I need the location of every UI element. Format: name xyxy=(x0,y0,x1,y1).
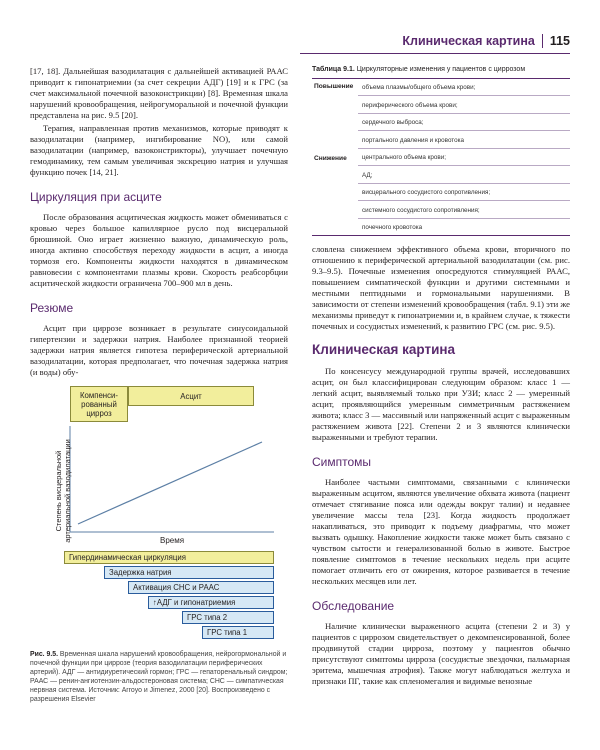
left-paragraph-4: Асцит при циррозе возникает в результате синусоидальной гипертензии и задержки натрия. Наиболее признанной теорией задержки натрия является гипотеза периферической артериальной вазодилатации, которая предполагает, что почечная задержка натрия (и воды) обу- xyxy=(30,323,288,377)
box-ascites: Асцит xyxy=(128,386,254,406)
section-heading-examination: Обследование xyxy=(312,599,395,613)
right-paragraph-2: По консенсусу международной группы врачей, исследовавших асцит, он был классифицирован следующим образом: класс 1 — легкий асцит, выявляемый только при УЗИ; класс 2 — умеренный асцит, проявляющийся умеренным симметричным растяжением живота; класс 3 — массивный или напряженный асцит с выраженным растяжением живота [22]. Степени 2 и 3 являются клинически выраженными и требуют терапии. xyxy=(312,366,570,442)
table-category-increase: Повышение xyxy=(314,83,354,90)
timeline-bar: Активация СНС и РААС xyxy=(128,581,274,594)
table-9-1 xyxy=(312,78,570,236)
figure-9-5 xyxy=(30,386,288,646)
figure-caption-label: Рис. 9.5. xyxy=(30,651,58,658)
figure-caption xyxy=(30,650,288,704)
timeline-bar: ↑АДГ и гипонатриемия xyxy=(148,596,274,609)
table-category-decrease: Снижение xyxy=(314,155,347,162)
x-axis-label: Время xyxy=(160,536,185,545)
section-heading-symptoms: Симптомы xyxy=(312,455,372,469)
header-rule xyxy=(300,53,570,54)
right-column xyxy=(312,66,570,687)
section-heading-resume: Резюме xyxy=(30,301,74,315)
left-column xyxy=(30,66,288,704)
table-row: центрального объема крови; xyxy=(358,149,570,166)
vasodilation-trend-line xyxy=(78,442,262,524)
box-compensated-cirrhosis: Компенси-рованный цирроз xyxy=(70,386,128,422)
chapter-title: Клиническая картина xyxy=(402,34,535,48)
running-header xyxy=(402,34,570,48)
timeline-bar: Гипердинамическая циркуляция xyxy=(64,551,274,564)
table-row: висцерального сосудистого сопротивления; xyxy=(358,184,570,201)
left-paragraph-2: Терапия, направленная против механизмов, которые приводят к вазодилатации (например, ингибирование NO), или самой вазодилатации (например, вазоконстрикторы), улучшает почечную гемодинамику, тем самым увеличивая экскрецию натрия и улучшая функцию почек [14, 21]. xyxy=(30,123,288,177)
table-title-text: Циркуляторные изменения у пациентов с циррозом xyxy=(356,66,526,73)
timeline-bar: ГРС типа 1 xyxy=(202,626,274,639)
table-title-label: Таблица 9.1. xyxy=(312,66,355,73)
page-number: 115 xyxy=(549,34,570,48)
table-row: почечного кровотока xyxy=(362,224,423,231)
timeline-bar: Задержка натрия xyxy=(104,566,274,579)
section-heading-circulation: Циркуляция при асците xyxy=(30,190,162,204)
right-paragraph-4: Наличие клинически выраженного асцита (степени 2 и 3) у пациентов с циррозом свидетельствует о декомпенсированной, более продвинутой стадии цирроза, поэтому у пациентов обычно присутствуют симптомы цирроза (сосудистые звездочки, пальмарная эритема, мышечная атрофия). Также могут наблюдаться желтуха и признаки ПГ, такие как спленомегалия и видимые венозные xyxy=(312,621,570,686)
header-separator xyxy=(542,34,543,48)
table-row: периферического объема крови; xyxy=(358,97,570,114)
figure-caption-text: Временная шкала нарушений кровообращения, нейрогормональной и почечной функции при циррозе (теория вазодилатации периферических артерий). АДГ — антидиуретический гормон; ГРС — гепаторенальный синдром; РААС — ренин-ангиотензин-альдостероновая система; СНС — симпатическая нервная система. Источник: Arroyo и Jimenez, 2000 [20]. Воспроизведено с разрешения Elsevier xyxy=(30,651,288,703)
right-paragraph-1: словлена снижением эффективного объема крови, вторичного по отношению к периферической артериальной вазодилатации (см. рис. 9.3–9.5). Почечные изменения опосредуются стимуляцией РААС, повышением симпатической функции и другими системными и местными пептидными и гормональными нарушениями. В зависимости от степени изменений кровообращения (табл. 9.1) эти же механизмы приведут к гипонатриемии и, в крайнем случае, к тяжести почечных и сосудистых изменений, к развитию ГРС (см. рис. 9.5). xyxy=(312,244,570,331)
table-row: портального давления и кровотока xyxy=(358,132,570,149)
section-heading-clinical: Клиническая картина xyxy=(312,342,456,357)
left-paragraph-1: [17, 18]. Дальнейшая вазодилатация с дальнейшей активацией РААС приводит к гипонатриемии (за счет секреции АДГ) [19] и к ГРС (за счет максимальной почечной вазоконстрикции) [8]. Временная шкала нарушений кровообращения, нейрогуморальной и почечной функции представлена на рис. 9.5 [20]. xyxy=(30,66,288,120)
table-row: системного сосудистого сопротивления; xyxy=(358,202,570,219)
y-axis-label: Степень висцеральной артериальной вазодилатации xyxy=(54,439,72,543)
right-paragraph-3: Наиболее частыми симптомами, связанными с клинически выраженным асцитом, являются увеличение обхвата живота (пациент отмечает стягивание пояса или одежды вокруг талии) и недавнее увеличение массы тела [23]. Когда жидкость продолжает накапливаться, это приводит к подъему диафрагмы, что может вызвать одышку. Накопление жидкости также может быть связано с чувством сытости и генерализованной болью в животе. Быстрое появление симптомов в течение нескольких недель при асците помогает отличить его от ожирения, которое развивается в течение нескольких месяцев или лет. xyxy=(312,477,570,586)
table-title xyxy=(312,66,570,73)
table-row: сердечного выброса; xyxy=(358,114,570,131)
table-row: АД; xyxy=(358,167,570,184)
table-row: объема плазмы/общего объема крови; xyxy=(358,79,570,96)
left-paragraph-3: После образования асцитическая жидкость может обмениваться с кровью через большое капиллярное русло под висцеральной брюшиной. Оно играет жизненно важную, динамическую роль, иногда активно способствуя переходу жидкости в асцит, а иногда тормозя его. Компоненты жидкости находятся в динамическом равновесии с компонентами плазмы крови. Скорость реабсорбции асцитической жидкости ограничена 700–900 мл в день. xyxy=(30,212,288,288)
timeline-bar: ГРС типа 2 xyxy=(182,611,274,624)
